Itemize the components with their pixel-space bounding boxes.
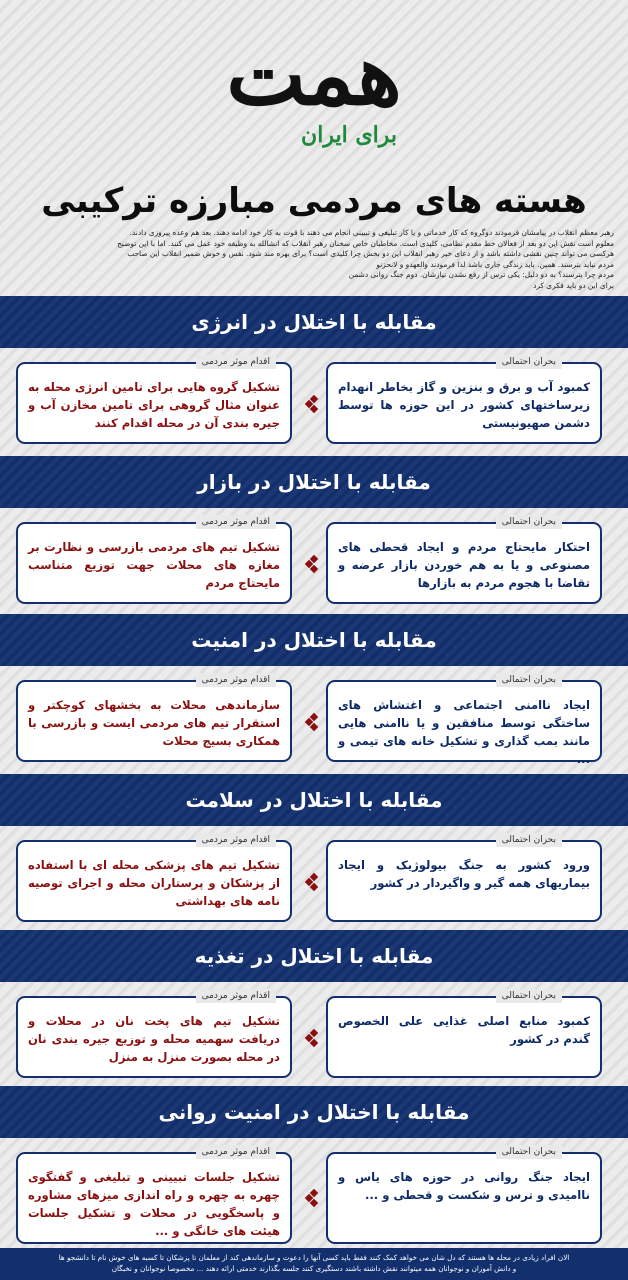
- crisis-box: [326, 835, 602, 922]
- diamond-arrow-icon: [306, 1030, 322, 1046]
- crisis-box: [326, 517, 602, 604]
- crisis-label: بحران احتمالی: [496, 833, 562, 847]
- diamond-arrow-icon: [306, 714, 322, 730]
- action-label: اقدام موثر مردمی: [196, 673, 276, 687]
- crisis-box: [326, 991, 602, 1078]
- section-title: مقابله با اختلال در تغذیه: [0, 930, 628, 982]
- crisis-label: بحران احتمالی: [496, 355, 562, 369]
- intro-line: مردم چرا بترسند؟ به دو دلیل: یکی ترس از رفع نشدن نیازشان. دوم جنگ روانی دشمن: [348, 270, 614, 279]
- action-box: [16, 675, 292, 762]
- section-title: مقابله با اختلال در انرژی: [0, 296, 628, 348]
- action-text: تشکیل گروه هایی برای تامین انرژی محله به عنوان مثال گروهی برای تامین مخازن آب و جیره بندی آن در محله اقدام کنند: [28, 380, 280, 430]
- action-box: [16, 517, 292, 604]
- action-text: تشکیل تیم های مردمی بازرسی و نظارت بر مغازه های محلات جهت توزیع متناسب مایحتاج مردم: [28, 540, 280, 590]
- logo-word: همت: [226, 25, 402, 124]
- action-box: [16, 357, 292, 444]
- crisis-text: ورود کشور به جنگ بیولوژیک و ایجاد بیماریهای همه گیر و واگیردار در کشور: [338, 858, 590, 890]
- section-title: مقابله با اختلال در سلامت: [0, 774, 628, 826]
- page-title: هسته های مردمی مبارزه ترکیبی: [41, 181, 587, 221]
- action-text: سازماندهی محلات به بخشهای کوچکتر و استقرار تیم های مردمی ایست و بازرسی با همکاری بسیج محلات: [28, 698, 280, 748]
- section-title: مقابله با اختلال در امنیت روانی: [0, 1086, 628, 1138]
- crisis-text: ایجاد ناامنی اجتماعی و اغتشاش های ساختگی توسط منافقین و یا ناامنی هایی مانند بمب گذاری و تشکیل خانه های تیمی و ...: [338, 698, 590, 766]
- action-text: تشکیل جلسات تبیینی و تبلیغی و گفتگوی چهره به چهره و راه اندازی میزهای مشاوره و پاسخگویی در محلات و تشکیل جلسات هیئت های خانگی و ...: [28, 1170, 280, 1238]
- intro-line: رهبر معظم انقلاب در پیامشان فرمودند دوگروه که کار خدماتی و یا کار تبلیغی و تبیینی انجام می دهند با قوت به کار خود ادامه دهند. بعد هم وعده پیروزی دادند.: [129, 228, 614, 237]
- crisis-label: بحران احتمالی: [496, 515, 562, 529]
- action-label: اقدام موثر مردمی: [196, 1145, 276, 1159]
- action-box: [16, 991, 292, 1078]
- diamond-arrow-icon: [306, 396, 322, 412]
- intro-line: هرکسی می تواند چنین نقشی داشته باشد و از دعای خیر رهبر انقلاب این دو بخش چرا کلیدی است؟ برای بهره مند شود. نفس و خوش ضمیر انقلاب این صاحب: [127, 249, 614, 258]
- crisis-text: کمبود منابع اصلی غذایی علی الخصوص گندم در کشور: [338, 1014, 590, 1046]
- intro-line: معلوم است نقش این دو بعد از فعالان خط مقدم نظامی، کلیدی است. مخاطبان خاص سخنان رهبر انقلاب که انشالله به وظیفه خود عمل می کنند. اما با این توضیح: [117, 238, 614, 248]
- action-text: تشکیل تیم های پزشکی محله ای با استفاده از پزشکان و پرستاران محله و اجرای توصیه نامه های بهداشتی: [28, 858, 280, 908]
- section-title: مقابله با اختلال در بازار: [0, 456, 628, 508]
- crisis-label: بحران احتمالی: [496, 1145, 562, 1159]
- diamond-arrow-icon: [306, 874, 322, 890]
- logo-subtitle: برای ایران: [301, 122, 397, 148]
- action-box: [16, 835, 292, 922]
- action-label: اقدام موثر مردمی: [196, 515, 276, 529]
- crisis-label: بحران احتمالی: [496, 673, 562, 687]
- crisis-box: [326, 1147, 602, 1244]
- section-title: مقابله با اختلال در امنیت: [0, 614, 628, 666]
- crisis-text: ایجاد جنگ روانی در حوزه های یاس و ناامیدی و ترس و شکست و قحطی و ...: [338, 1170, 590, 1202]
- action-box: [16, 1147, 292, 1244]
- action-label: اقدام موثر مردمی: [196, 355, 276, 369]
- intro-paragraph: [14, 228, 614, 290]
- intro-line: برای این دو باید فکری کرد: [533, 280, 614, 290]
- intro-line: مردم نباید بترسند. همین. باید زندگی جاری باشد لذا فرمودند والعهدو و لانحزنو: [376, 259, 614, 269]
- crisis-box: [326, 675, 602, 766]
- diamond-arrow-icon: [306, 556, 322, 572]
- crisis-label: بحران احتمالی: [496, 989, 562, 1003]
- logo: [214, 20, 414, 170]
- footer-note: [0, 1248, 628, 1280]
- crisis-text: کمبود آب و برق و بنزین و گاز بخاطر انهدام زیرساختهای کشور در این حوزه ها توسط دشمن صهیونیستی: [338, 380, 590, 430]
- footer-line: الان افراد زیادی در محله ها هستند که دل شان می خواهد کمک کنند فقط باید کسی آنها را دعوت و سازماندهی کند از معلمان تا پزشکان تا کسبه های خوش نام تا دانشجو ها: [58, 1253, 570, 1262]
- action-label: اقدام موثر مردمی: [196, 989, 276, 1003]
- crisis-box: [326, 357, 602, 444]
- diamond-arrow-icon: [306, 1190, 322, 1206]
- action-label: اقدام موثر مردمی: [196, 833, 276, 847]
- crisis-text: احتکار مایحتاج مردم و ایجاد قحطی های مصنوعی و یا به هم خوردن بازار عرضه و تقاضا با هجوم مردم به بازارها: [338, 540, 590, 590]
- footer-line: و دانش آموزان و نوجوانان همه میتوانند نقش داشته باشند دستگیری کنند جلسه بگذارند خدمتی ارائه دهند ... مخصوصا نوجوانان و نخبگان: [111, 1264, 517, 1273]
- action-text: تشکیل تیم های پخت نان در محلات و دریافت سهمیه محله و توزیع جیره بندی نان در محله بصورت منزل به منزل: [28, 1014, 280, 1064]
